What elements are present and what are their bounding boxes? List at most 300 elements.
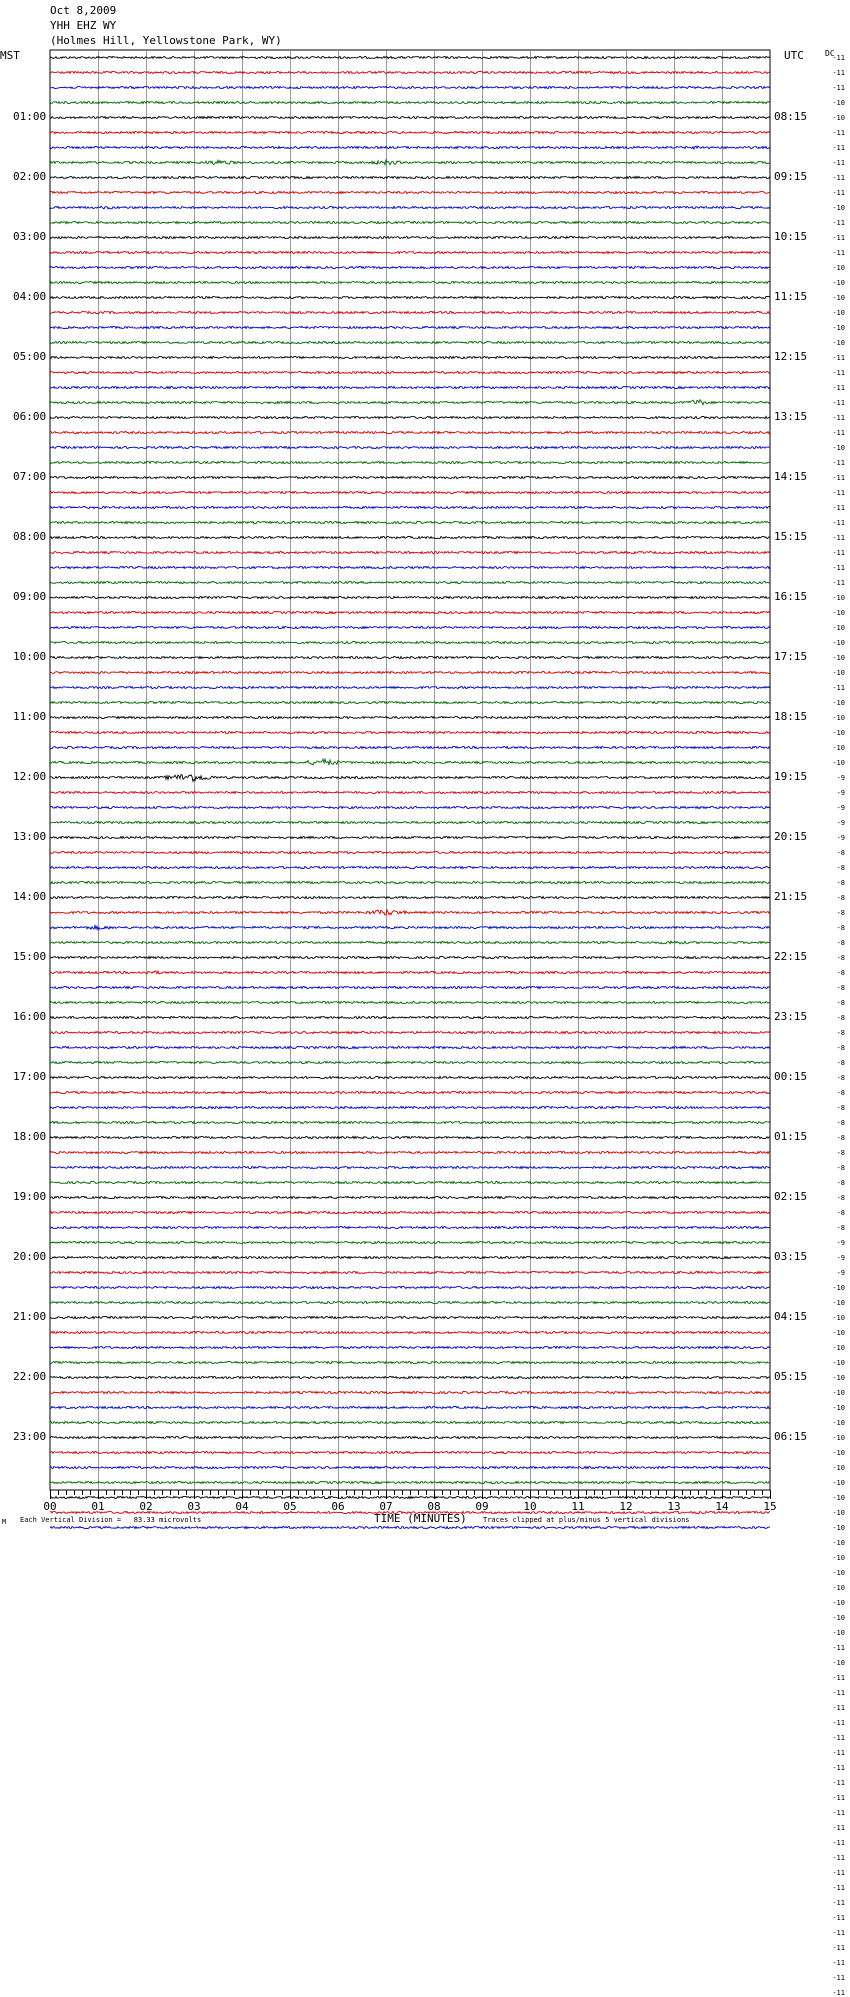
mst-hour-label: 06:00 <box>13 409 47 423</box>
dc-offset-value: -10 <box>832 338 845 347</box>
dc-offset-value: -8 <box>836 1103 845 1112</box>
dc-offset-value: -11 <box>832 128 845 137</box>
dc-offset-value: -8 <box>836 1058 845 1067</box>
dc-offset-value: -11 <box>832 1778 845 1787</box>
dc-offset-value: -11 <box>832 398 845 407</box>
seismic-trace <box>50 791 770 793</box>
seismic-trace <box>50 611 770 613</box>
seismic-trace <box>50 986 770 988</box>
dc-offset-value: -10 <box>832 1328 845 1337</box>
seismic-trace <box>50 476 770 478</box>
dc-offset-value: -8 <box>836 863 845 872</box>
plot-date: Oct 8,2009 <box>50 4 117 17</box>
seismic-trace <box>50 160 770 165</box>
dc-offset-value: -10 <box>832 668 845 677</box>
x-tick-label: 05 <box>283 1500 297 1513</box>
utc-hour-label: 08:15 <box>774 109 808 123</box>
utc-hour-label: 04:15 <box>774 1309 808 1323</box>
dc-offset-value: -11 <box>832 533 845 542</box>
dc-offset-value: -11 <box>832 1823 845 1832</box>
utc-hour-label: 09:15 <box>774 169 808 183</box>
dc-offset-value: -11 <box>832 1853 845 1862</box>
dc-offset-value: -10 <box>832 1343 845 1352</box>
mst-hour-label: 22:00 <box>13 1369 47 1383</box>
seismic-trace <box>50 341 770 343</box>
dc-offset-value: -11 <box>832 1958 845 1967</box>
seismic-trace <box>50 775 770 782</box>
seismic-trace <box>50 536 770 538</box>
seismic-trace <box>50 1106 770 1108</box>
vertical-division-note: Each Vertical Division = 83.33 microvolts <box>20 1516 202 1524</box>
utc-hour-label: 15:15 <box>774 529 808 543</box>
dc-offset-value: -8 <box>836 1028 845 1037</box>
dc-offset-value: -11 <box>832 233 845 242</box>
utc-hour-label: 01:15 <box>774 1129 808 1143</box>
station-code: YHH EHZ WY <box>50 19 117 32</box>
mst-hour-label: 07:00 <box>13 469 47 483</box>
dc-offset-value: -11 <box>832 518 845 527</box>
dc-offset-value: -11 <box>832 368 845 377</box>
dc-offset-value: -8 <box>836 1178 845 1187</box>
dc-offset-value: -10 <box>832 263 845 272</box>
dc-offset-value: -10 <box>832 113 845 122</box>
seismic-trace <box>50 596 770 598</box>
utc-hour-label: 13:15 <box>774 409 808 423</box>
dc-offset-value: -8 <box>836 1133 845 1142</box>
mst-hour-label: 21:00 <box>13 1309 47 1323</box>
dc-offset-value: -11 <box>832 1703 845 1712</box>
seismic-trace <box>50 266 770 268</box>
x-tick-label: 14 <box>715 1500 729 1513</box>
seismic-trace <box>50 671 770 673</box>
dc-offset-value: -10 <box>832 758 845 767</box>
mst-hour-label: 15:00 <box>13 949 47 963</box>
dc-offset-value: -11 <box>832 1643 845 1652</box>
seismic-trace <box>50 431 770 433</box>
dc-offset-value: -11 <box>832 683 845 692</box>
mst-hour-label: 20:00 <box>13 1249 47 1263</box>
seismic-trace <box>50 56 770 58</box>
seismic-trace <box>50 910 770 915</box>
seismic-trace <box>50 1331 770 1333</box>
dc-offset-value: -10 <box>832 1553 845 1562</box>
dc-offset-value: -11 <box>832 563 845 572</box>
dc-offset-value: -9 <box>836 803 845 812</box>
seismic-trace <box>50 491 770 493</box>
mst-hour-label: 11:00 <box>13 709 47 723</box>
dc-offset-value: -11 <box>832 548 845 557</box>
dc-offset-header: DC <box>825 49 835 58</box>
seismic-trace <box>50 941 770 944</box>
dc-offset-value: -11 <box>832 1928 845 1937</box>
dc-offset-value: -10 <box>832 728 845 737</box>
dc-offset-value: -11 <box>832 578 845 587</box>
dc-offset-value: -11 <box>832 473 845 482</box>
seismic-trace <box>50 71 770 73</box>
seismic-trace <box>50 191 770 193</box>
seismic-trace <box>50 896 770 898</box>
mst-hour-label: 19:00 <box>13 1189 47 1203</box>
seismic-trace <box>50 326 770 328</box>
seismic-trace <box>50 176 770 178</box>
dc-offset-value: -10 <box>832 1523 845 1532</box>
seismic-trace <box>50 1031 770 1033</box>
seismic-trace <box>50 131 770 133</box>
seismic-trace <box>50 506 770 508</box>
mst-hour-label: 14:00 <box>13 889 47 903</box>
seismic-trace <box>50 1286 770 1288</box>
dc-offset-value: -10 <box>832 608 845 617</box>
seismic-trace <box>50 1466 770 1468</box>
dc-offset-value: -8 <box>836 953 845 962</box>
seismic-trace <box>50 386 770 388</box>
utc-hour-label: 22:15 <box>774 949 808 963</box>
x-tick-label: 03 <box>187 1500 201 1513</box>
mst-hour-label: 18:00 <box>13 1129 47 1143</box>
utc-hour-label: 14:15 <box>774 469 808 483</box>
mst-hour-label: 16:00 <box>13 1009 47 1023</box>
x-tick-label: 13 <box>667 1500 681 1513</box>
dc-offset-value: -8 <box>836 1193 845 1202</box>
seismic-trace <box>50 1256 770 1258</box>
dc-offset-value: -11 <box>832 1673 845 1682</box>
x-tick-label: 01 <box>91 1500 105 1513</box>
dc-offset-value: -10 <box>832 698 845 707</box>
dc-offset-value: -11 <box>832 173 845 182</box>
dc-offset-value: -10 <box>832 1613 845 1622</box>
x-tick-label: 15 <box>763 1500 777 1513</box>
dc-offset-value: -8 <box>836 848 845 857</box>
dc-offset-value: -9 <box>836 788 845 797</box>
utc-hour-label: 17:15 <box>774 649 808 663</box>
dc-offset-value: -11 <box>832 1838 845 1847</box>
dc-offset-value: -9 <box>836 1268 845 1277</box>
plot-frame <box>50 50 770 1490</box>
x-tick-label: 12 <box>619 1500 633 1513</box>
seismic-trace <box>50 116 770 118</box>
dc-offset-value: -10 <box>832 1508 845 1517</box>
seismic-trace <box>50 581 770 583</box>
dc-offset-value: -10 <box>832 203 845 212</box>
seismic-trace <box>50 956 770 958</box>
seismic-trace <box>50 1061 770 1063</box>
x-tick-label: 06 <box>331 1500 345 1513</box>
seismic-trace <box>50 521 770 523</box>
utc-hour-label: 11:15 <box>774 289 808 303</box>
seismic-trace <box>50 656 770 658</box>
dc-offset-value: -10 <box>832 743 845 752</box>
dc-offset-value: -11 <box>832 188 845 197</box>
dc-offset-value: -11 <box>832 218 845 227</box>
dc-offset-value: -10 <box>832 1418 845 1427</box>
dc-offset-value: -11 <box>832 1748 845 1757</box>
dc-offset-value: -10 <box>832 1598 845 1607</box>
dc-offset-value: -11 <box>832 1943 845 1952</box>
seismic-trace <box>50 1496 770 1498</box>
seismic-trace <box>50 1301 770 1303</box>
seismic-trace <box>50 1001 770 1003</box>
seismic-trace <box>50 146 770 149</box>
corner-mark: M <box>2 1518 7 1526</box>
dc-offset-value: -10 <box>832 1373 845 1382</box>
seismic-trace <box>50 1391 770 1393</box>
seismic-trace <box>50 101 770 103</box>
dc-offset-value: -11 <box>832 1898 845 1907</box>
seismic-trace <box>50 1421 770 1423</box>
seismic-trace <box>50 626 770 628</box>
seismic-trace <box>50 716 770 718</box>
x-tick-label: 02 <box>139 1500 153 1513</box>
dc-offset-value: -11 <box>832 458 845 467</box>
dc-offset-value: -9 <box>836 833 845 842</box>
dc-offset-value: -10 <box>832 1583 845 1592</box>
dc-offset-value: -10 <box>832 653 845 662</box>
seismic-trace <box>50 731 770 733</box>
seismic-trace <box>50 446 770 448</box>
mst-hour-label: 17:00 <box>13 1069 47 1083</box>
seismic-trace <box>50 551 770 553</box>
dc-offset-value: -10 <box>832 1478 845 1487</box>
clip-note: Traces clipped at plus/minus 5 vertical divisions <box>483 1516 690 1524</box>
dc-offset-value: -10 <box>832 1628 845 1637</box>
seismic-trace <box>50 881 770 883</box>
mst-hour-label: 12:00 <box>13 769 47 783</box>
seismic-trace <box>50 971 770 974</box>
dc-offset-value: -10 <box>832 1283 845 1292</box>
seismic-trace <box>50 746 770 748</box>
mst-hour-label: 01:00 <box>13 109 47 123</box>
x-tick-label: 10 <box>523 1500 537 1513</box>
x-tick-label: 08 <box>427 1500 441 1513</box>
seismic-trace <box>50 806 770 808</box>
dc-offset-value: -11 <box>832 1763 845 1772</box>
utc-hour-label: 16:15 <box>774 589 808 603</box>
dc-offset-value: -9 <box>836 1238 845 1247</box>
seismic-trace <box>50 759 770 765</box>
seismic-trace <box>50 1136 770 1138</box>
dc-offset-value: -10 <box>832 278 845 287</box>
x-tick-label: 09 <box>475 1500 489 1513</box>
dc-offset-value: -11 <box>832 353 845 362</box>
seismic-trace <box>50 1166 770 1168</box>
seismic-trace <box>50 1451 770 1453</box>
seismic-trace <box>50 311 770 313</box>
dc-offset-value: -8 <box>836 1148 845 1157</box>
x-tick-label: 11 <box>571 1500 585 1513</box>
seismic-trace <box>50 925 770 929</box>
seismic-trace <box>50 1196 770 1198</box>
mst-hour-label: 10:00 <box>13 649 47 663</box>
mst-hour-label: 04:00 <box>13 289 47 303</box>
seismic-trace <box>50 1121 770 1123</box>
dc-offset-value: -10 <box>832 308 845 317</box>
dc-offset-value: -9 <box>836 773 845 782</box>
mst-hour-label: 08:00 <box>13 529 47 543</box>
seismic-trace <box>50 1376 770 1378</box>
seismic-trace <box>50 296 770 298</box>
utc-hour-label: 21:15 <box>774 889 808 903</box>
dc-offset-value: -11 <box>832 488 845 497</box>
dc-offset-value: -10 <box>832 1358 845 1367</box>
dc-offset-value: -8 <box>836 983 845 992</box>
seismic-trace <box>50 1481 770 1483</box>
utc-hour-label: 06:15 <box>774 1429 808 1443</box>
dc-offset-value: -9 <box>836 1253 845 1262</box>
seismic-trace <box>50 1016 770 1018</box>
seismic-trace <box>50 1046 770 1048</box>
utc-hour-label: 10:15 <box>774 229 808 243</box>
seismic-trace <box>50 1271 770 1273</box>
utc-hour-label: 02:15 <box>774 1189 808 1203</box>
dc-offset-value: -11 <box>832 1733 845 1742</box>
dc-offset-value: -10 <box>832 1568 845 1577</box>
dc-offset-value: -11 <box>832 1688 845 1697</box>
dc-offset-value: -8 <box>836 878 845 887</box>
seismic-trace <box>50 1151 770 1153</box>
dc-offset-value: -10 <box>832 1658 845 1667</box>
dc-offset-value: -8 <box>836 908 845 917</box>
seismic-trace <box>50 821 770 823</box>
seismic-trace <box>50 400 770 405</box>
dc-offset-value: -8 <box>836 1163 845 1172</box>
dc-offset-value: -11 <box>832 1988 845 1997</box>
dc-offset-value: -11 <box>832 383 845 392</box>
dc-offset-value: -11 <box>832 503 845 512</box>
dc-offset-value: -10 <box>832 293 845 302</box>
utc-hour-label: 18:15 <box>774 709 808 723</box>
seismic-trace <box>50 416 770 418</box>
dc-offset-value: -8 <box>836 1208 845 1217</box>
utc-axis-title: UTC <box>784 49 804 62</box>
mst-hour-label: 05:00 <box>13 349 47 363</box>
seismic-trace <box>50 356 770 358</box>
seismic-trace <box>50 686 770 688</box>
seismic-trace <box>50 1211 770 1213</box>
utc-hour-label: 23:15 <box>774 1009 808 1023</box>
seismic-trace <box>50 236 770 238</box>
x-tick-label: 00 <box>43 1500 57 1513</box>
dc-offset-value: -9 <box>836 818 845 827</box>
seismic-trace <box>50 1526 770 1528</box>
mst-hour-label: 23:00 <box>13 1429 47 1443</box>
dc-offset-value: -8 <box>836 893 845 902</box>
seismic-trace <box>50 851 770 853</box>
dc-offset-value: -11 <box>832 83 845 92</box>
dc-offset-value: -8 <box>836 1088 845 1097</box>
station-location: (Holmes Hill, Yellowstone Park, WY) <box>50 34 282 47</box>
utc-hour-label: 00:15 <box>774 1069 808 1083</box>
dc-offset-value: -11 <box>832 428 845 437</box>
seismic-trace <box>50 221 770 223</box>
dc-offset-value: -11 <box>832 413 845 422</box>
dc-offset-value: -10 <box>832 1388 845 1397</box>
dc-offset-value: -10 <box>832 1313 845 1322</box>
dc-offset-value: -11 <box>832 68 845 77</box>
mst-hour-label: 13:00 <box>13 829 47 843</box>
seismic-trace <box>50 701 770 703</box>
utc-hour-label: 20:15 <box>774 829 808 843</box>
mst-hour-label: 03:00 <box>13 229 47 243</box>
dc-offset-value: -11 <box>832 158 845 167</box>
dc-offset-value: -11 <box>832 1868 845 1877</box>
dc-offset-value: -10 <box>832 638 845 647</box>
dc-offset-value: -8 <box>836 1013 845 1022</box>
seismic-trace <box>50 1076 770 1078</box>
seismic-trace <box>50 281 770 283</box>
seismic-trace <box>50 1361 770 1363</box>
x-tick-label: 07 <box>379 1500 393 1513</box>
x-tick-label: 04 <box>235 1500 249 1513</box>
dc-offset-value: -10 <box>832 1538 845 1547</box>
seismic-trace <box>50 461 770 463</box>
seismic-trace <box>50 1436 770 1438</box>
dc-offset-value: -10 <box>832 1403 845 1412</box>
dc-offset-value: -10 <box>832 1448 845 1457</box>
dc-offset-value: -10 <box>832 98 845 107</box>
mst-hour-label: 09:00 <box>13 589 47 603</box>
seismic-trace <box>50 641 770 643</box>
seismic-trace <box>50 866 770 868</box>
seismic-trace <box>50 251 770 253</box>
dc-offset-value: -10 <box>832 713 845 722</box>
seismic-trace <box>50 1226 770 1228</box>
seismic-trace <box>50 86 770 88</box>
dc-offset-value: -8 <box>836 1043 845 1052</box>
dc-offset-value: -10 <box>832 623 845 632</box>
dc-offset-value: -8 <box>836 998 845 1007</box>
seismic-trace <box>50 1241 770 1243</box>
seismic-trace <box>50 1316 770 1318</box>
seismic-trace <box>50 371 770 373</box>
seismic-trace <box>50 1346 770 1348</box>
seismic-trace <box>50 1091 770 1093</box>
utc-hour-label: 12:15 <box>774 349 808 363</box>
dc-offset-value: -11 <box>832 1808 845 1817</box>
seismic-trace <box>50 566 770 568</box>
dc-offset-value: -10 <box>832 443 845 452</box>
dc-offset-value: -8 <box>836 968 845 977</box>
dc-offset-value: -10 <box>832 593 845 602</box>
dc-offset-value: -11 <box>832 1913 845 1922</box>
dc-offset-value: -10 <box>832 1298 845 1307</box>
seismic-trace <box>50 206 770 209</box>
dc-offset-value: -8 <box>836 938 845 947</box>
seismic-trace <box>50 836 770 838</box>
utc-hour-label: 03:15 <box>774 1249 808 1263</box>
dc-offset-value: -11 <box>832 53 845 62</box>
seismic-trace <box>50 1406 770 1408</box>
dc-offset-value: -8 <box>836 1118 845 1127</box>
utc-hour-label: 19:15 <box>774 769 808 783</box>
dc-offset-value: -10 <box>832 1433 845 1442</box>
x-axis-title: TIME (MINUTES) <box>374 1512 467 1525</box>
mst-axis-title: MST <box>0 49 20 62</box>
mst-hour-label: 02:00 <box>13 169 47 183</box>
dc-offset-value: -10 <box>832 323 845 332</box>
seismic-trace <box>50 1181 770 1183</box>
dc-offset-value: -11 <box>832 1718 845 1727</box>
dc-offset-value: -11 <box>832 248 845 257</box>
dc-offset-value: -8 <box>836 1073 845 1082</box>
dc-offset-value: -11 <box>832 1793 845 1802</box>
dc-offset-value: -8 <box>836 1223 845 1232</box>
dc-offset-value: -10 <box>832 1493 845 1502</box>
utc-hour-label: 05:15 <box>774 1369 808 1383</box>
dc-offset-value: -10 <box>832 1463 845 1472</box>
dc-offset-value: -11 <box>832 1883 845 1892</box>
dc-offset-value: -11 <box>832 1973 845 1982</box>
dc-offset-value: -8 <box>836 923 845 932</box>
